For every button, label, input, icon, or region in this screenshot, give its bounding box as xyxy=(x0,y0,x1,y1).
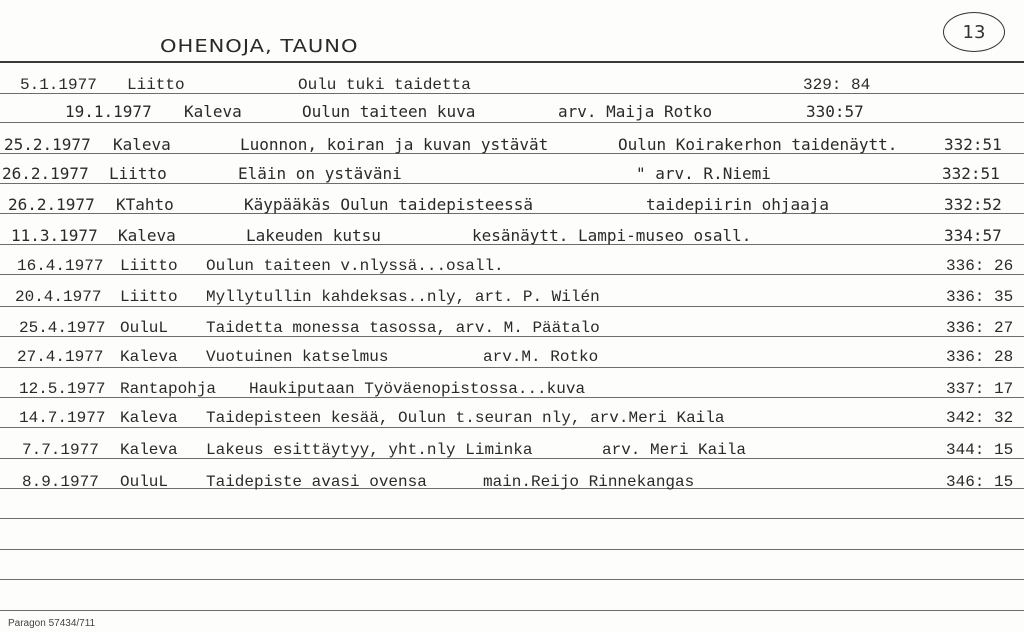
entry-title: Vuotuinen katselmus xyxy=(206,348,389,366)
entry-row xyxy=(0,195,1024,217)
entry-paper: Liitto xyxy=(120,257,178,275)
entry-title: Eläin on ystäväni xyxy=(238,164,402,183)
entry-title: Oulun taiteen v.nlyssä...osall. xyxy=(206,257,504,275)
entry-date: 11.3.1977 xyxy=(11,226,98,245)
entry-paper: Kaleva xyxy=(118,226,176,245)
entry-date: 5.1.1977 xyxy=(20,76,97,94)
entry-ref: 332:51 xyxy=(944,135,1002,154)
entry-ref: 336: 35 xyxy=(946,288,1014,306)
entry-date: 25.2.1977 xyxy=(4,135,91,154)
entry-date: 26.2.1977 xyxy=(8,195,95,214)
entry-note: Oulun Koirakerhon taidenäytt. xyxy=(618,135,898,154)
entry-paper: Rantapohja xyxy=(120,380,217,398)
entry-note: kesänäytt. Lampi-museo osall. xyxy=(472,226,752,245)
entry-paper: Liitto xyxy=(120,288,178,306)
entry-row xyxy=(0,164,1024,186)
entry-row xyxy=(0,408,1024,430)
entry-row xyxy=(0,347,1024,369)
entry-ref: 330:57 xyxy=(806,102,864,121)
entry-date: 19.1.1977 xyxy=(65,102,152,121)
entry-title: Oulu tuki taidetta xyxy=(298,76,471,94)
entry-note: arv.M. Rotko xyxy=(483,348,599,366)
print-footer: Paragon 57434/711 xyxy=(8,618,96,629)
entry-row xyxy=(0,318,1024,340)
entry-ref: 337: 17 xyxy=(946,380,1014,398)
entry-ref: 329: 84 xyxy=(803,76,871,94)
entry-title: Myllytullin kahdeksas..nly, art. P. Wilén xyxy=(206,288,600,306)
entry-date: 16.4.1977 xyxy=(17,257,104,275)
entry-ref: 336: 28 xyxy=(946,348,1014,366)
ruled-line xyxy=(0,579,1024,580)
ruled-line xyxy=(0,610,1024,611)
entry-date: 27.4.1977 xyxy=(17,348,104,366)
entry-paper: OuluL xyxy=(120,319,169,337)
entry-paper: Liitto xyxy=(109,164,167,183)
entry-paper: Liitto xyxy=(127,76,185,94)
entry-note: arv. Maija Rotko xyxy=(558,102,713,121)
entry-ref: 344: 15 xyxy=(946,441,1014,459)
entry-date: 20.4.1977 xyxy=(15,288,102,306)
entry-ref: 346: 15 xyxy=(946,473,1014,491)
entry-title: Lakeuden kutsu xyxy=(246,226,381,245)
entry-date: 8.9.1977 xyxy=(22,473,99,491)
entry-row xyxy=(0,440,1024,462)
entry-ref: 336: 27 xyxy=(946,319,1014,337)
entry-ref: 332:52 xyxy=(944,195,1002,214)
entry-row xyxy=(0,135,1024,157)
entry-ref: 332:51 xyxy=(942,164,1000,183)
entry-row xyxy=(0,287,1024,309)
card-number: 13 xyxy=(962,21,986,43)
entry-note: taidepiirin ohjaaja xyxy=(646,195,830,214)
entry-note: main.Reijo Rinnekangas xyxy=(483,473,695,491)
ruled-line xyxy=(0,518,1024,519)
entry-date: 26.2.1977 xyxy=(2,164,89,183)
entry-title: Oulun taiteen kuva xyxy=(302,102,476,121)
entry-paper: Kaleva xyxy=(120,409,178,427)
entry-title: Taidepiste avasi ovensa xyxy=(206,473,427,491)
entry-row xyxy=(0,75,1024,97)
ruled-line xyxy=(0,549,1024,550)
entry-paper: Kaleva xyxy=(120,348,178,366)
entry-date: 14.7.1977 xyxy=(19,409,106,427)
ruled-line xyxy=(0,61,1024,63)
card-heading: OHENOJA, TAUNO xyxy=(160,35,359,57)
entry-title: Luonnon, koiran ja kuvan ystävät xyxy=(240,135,549,154)
entry-date: 12.5.1977 xyxy=(19,380,106,398)
entry-ref: 342: 32 xyxy=(946,409,1014,427)
entry-title: Taidetta monessa tasossa, arv. M. Päätalo xyxy=(206,319,600,337)
entry-date: 7.7.1977 xyxy=(22,441,99,459)
entry-note: " arv. R.Niemi xyxy=(636,164,771,183)
entry-paper: Kaleva xyxy=(113,135,171,154)
entry-row xyxy=(0,256,1024,278)
entry-paper: KTahto xyxy=(116,195,174,214)
entry-title: Taidepisteen kesää, Oulun t.seuran nly, arv.Meri Kaila xyxy=(206,409,725,427)
entry-paper: Kaleva xyxy=(184,102,242,121)
entry-row xyxy=(0,472,1024,494)
entry-row xyxy=(0,379,1024,401)
entry-title: Käypääkäs Oulun taidepisteessä xyxy=(244,195,533,214)
entry-paper: OuluL xyxy=(120,473,169,491)
card-number-badge xyxy=(943,12,1005,52)
entry-title: Lakeus esittäytyy, yht.nly Liminka xyxy=(206,441,533,459)
entry-ref: 334:57 xyxy=(944,226,1002,245)
entry-paper: Kaleva xyxy=(120,441,178,459)
entry-note: arv. Meri Kaila xyxy=(602,441,747,459)
entry-row xyxy=(0,226,1024,248)
entry-row xyxy=(0,102,1024,124)
entry-date: 25.4.1977 xyxy=(19,319,106,337)
entry-title: Haukiputaan Työväenopistossa...kuva xyxy=(249,380,586,398)
entry-ref: 336: 26 xyxy=(946,257,1014,275)
